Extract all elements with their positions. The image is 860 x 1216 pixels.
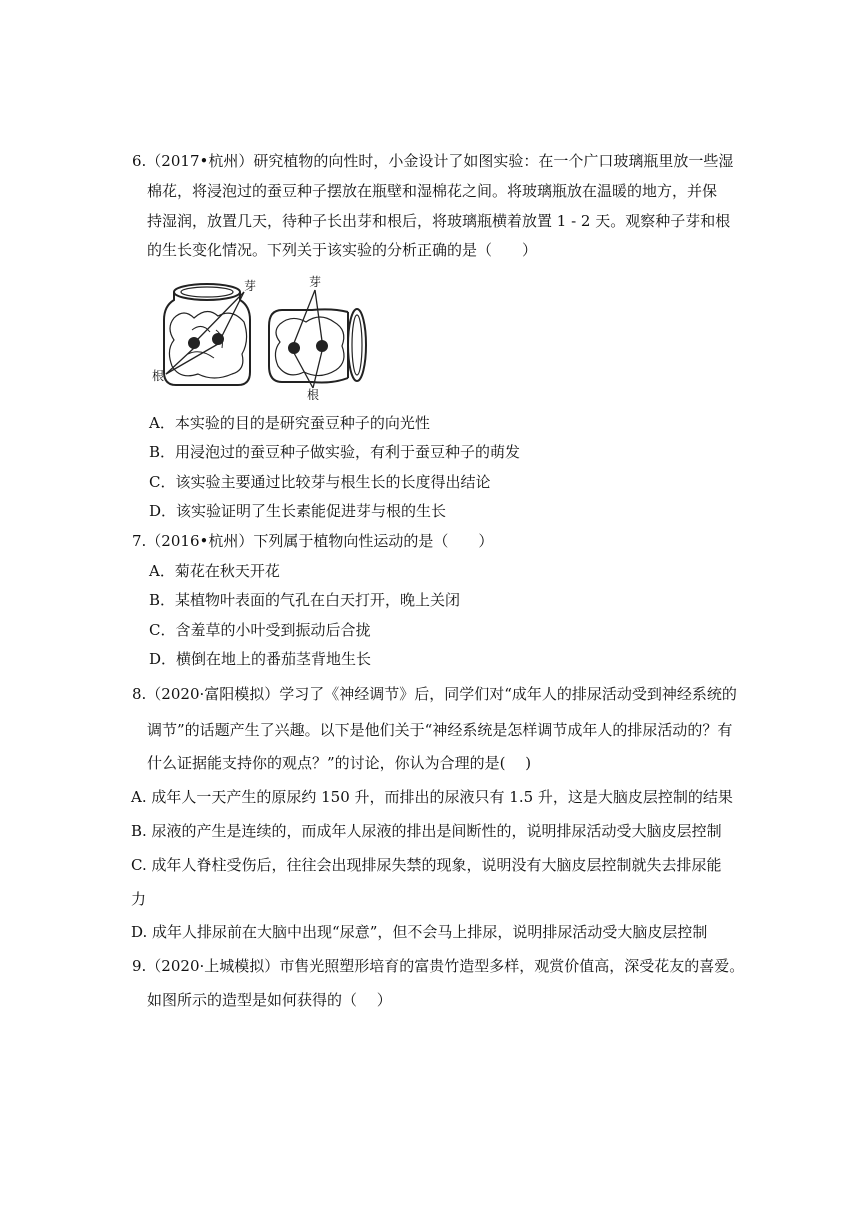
question-8-option-d[interactable]: D. 成年人排尿前在大脑中出现“尿意”，但不会马上排尿，说明排尿活动受大脑皮层控制 [131,923,708,941]
upright-jar [164,284,250,385]
root-label-right: 根 [307,388,320,400]
question-6-stem-line-3: 持湿润，放置几天，待种子长出芽和根后，将玻璃瓶横着放置 1 - 2 天。观察种子芽和根 [147,212,731,230]
question-7-option-a[interactable]: A．菊花在秋天开花 [149,562,280,580]
seed-jar-figure [152,270,392,400]
question-6-stem-line-4: 的生长变化情况。下列关于该实验的分析正确的是（ ） [147,241,538,259]
question-6-option-c[interactable]: C．该实验主要通过比较芽与根生长的长度得出结论 [149,473,491,491]
question-6-stem-line-2: 棉花，将浸泡过的蚕豆种子摆放在瓶壁和湿棉花之间。将玻璃瓶放在温暖的地方，并保 [147,182,718,200]
question-9-stem-line-1: 9.（2020·上城模拟）市售光照塑形培育的富贵竹造型多样，观赏价值高，深受花友的喜爱。 [132,957,745,975]
question-7-option-d[interactable]: D．横倒在地上的番茄茎背地生长 [149,650,372,668]
question-8-option-c-line-2[interactable]: 力 [131,890,147,908]
bud-label-right: 芽 [309,275,322,289]
question-8-stem-line-1: 8.（2020·富阳模拟）学习了《神经调节》后，同学们对“成年人的排尿活动受到神经系统的 [132,685,737,703]
horizontal-jar [269,290,366,388]
question-6-option-b[interactable]: B．用浸泡过的蚕豆种子做实验，有利于蚕豆种子的萌发 [149,443,521,461]
question-8-stem-line-2: 调节”的话题产生了兴趣。以下是他们关于“神经系统是怎样调节成年人的排尿活动的？有 [147,721,733,739]
question-8-option-a[interactable]: A. 成年人一天产生的原尿约 150 升，而排出的尿液只有 1.5 升，这是大脑皮层控制的结果 [131,788,733,806]
seed-jar-diagram [152,270,392,400]
root-label-left: 根 [152,369,165,383]
bud-label-left: 芽 [244,279,257,293]
question-7-option-b[interactable]: B．某植物叶表面的气孔在白天打开，晚上关闭 [149,591,461,609]
question-9-stem-line-2: 如图所示的造型是如何获得的（ ） [147,991,392,1009]
question-6-stem-line-1: 6.（2017•杭州）研究植物的向性时，小金设计了如图实验：在一个广口玻璃瓶里放一些湿 [132,152,734,170]
question-6-option-d[interactable]: D．该实验证明了生长素能促进芽与根的生长 [149,502,447,520]
question-6-option-a[interactable]: A．本实验的目的是研究蚕豆种子的向光性 [149,414,430,432]
question-8-option-b[interactable]: B. 尿液的产生是连续的，而成年人尿液的排出是间断性的，说明排尿活动受大脑皮层控制 [131,822,722,840]
question-7-option-c[interactable]: C．含羞草的小叶受到振动后合拢 [149,621,371,639]
question-7-stem: 7.（2016•杭州）下列属于植物向性运动的是（ ） [132,532,494,550]
question-8-option-c-line-1[interactable]: C. 成年人脊柱受伤后，往往会出现排尿失禁的现象，说明没有大脑皮层控制就失去排尿能 [131,856,722,874]
question-8-stem-line-3: 什么证据能支持你的观点？”的讨论，你认为合理的是( ) [147,754,532,772]
